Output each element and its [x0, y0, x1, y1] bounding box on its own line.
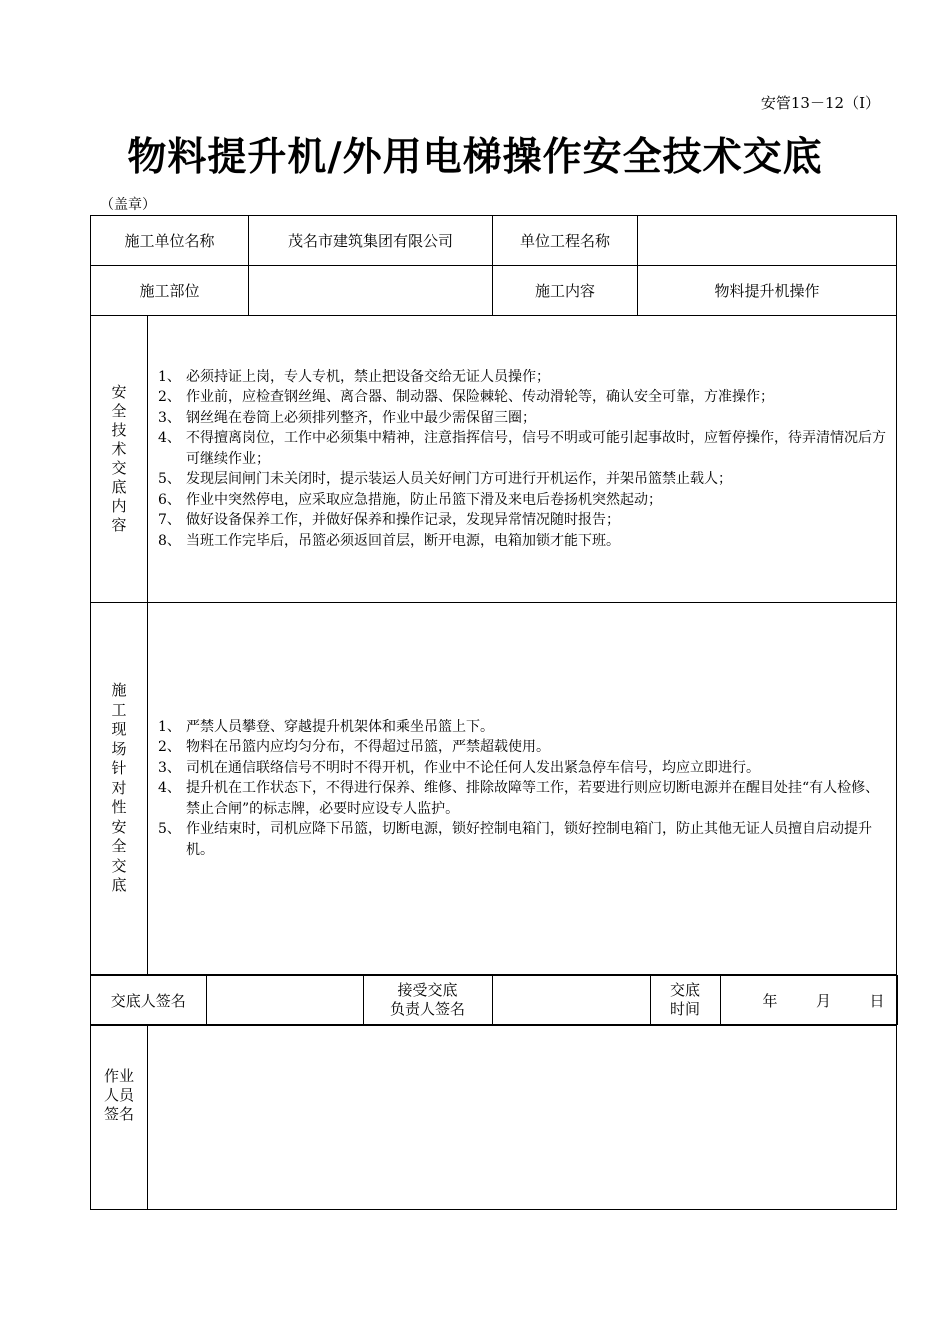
item-number: 6、 [158, 491, 181, 508]
item-number: 8、 [158, 532, 181, 549]
item-text: 必须持证上岗，专人专机，禁止把设备交给无证人员操作； [186, 368, 550, 385]
item-text: 作业前，应检查钢丝绳、离合器、制动器、保险棘轮、传动滑轮等，确认安全可靠，方准操作； [186, 389, 774, 406]
item-text: 提升机在工作状态下，不得进行保养、维修、排除故障等工作，若要进行则应切断电源并在醒目处挂“有人检修、禁止合闸”的标志牌，必要时应设专人监护。 [186, 780, 880, 817]
item-text: 做好设备保养工作，并做好保养和操作记录，发现异常情况随时报告； [186, 512, 620, 529]
part-label: 施工部位 [91, 266, 249, 316]
page-title: 物料提升机/外用电梯操作安全技术交底 [127, 135, 823, 180]
item-text: 当班工作完毕后，吊篮必须返回首层，断开电源，电箱加锁才能下班。 [186, 532, 620, 549]
receiver-signature-field[interactable] [492, 976, 650, 1025]
site-section-label [91, 603, 148, 975]
list-item [158, 510, 886, 531]
time-label-line2: 时间 [669, 1000, 700, 1018]
project-value[interactable] [638, 216, 897, 266]
safety-label-text: 安全技术交底内容 [111, 383, 127, 534]
stamp-label: （盖章） [100, 197, 156, 213]
item-text: 钢丝绳在卷筒上必须排列整齐，作业中最少需保留三圈； [186, 409, 536, 426]
list-item [158, 469, 886, 490]
signature-table [91, 975, 898, 1025]
list-item [158, 408, 886, 429]
item-number: 5、 [158, 821, 181, 838]
day-label: 日 [869, 991, 885, 1010]
item-number: 5、 [158, 471, 181, 488]
receiver-label [363, 976, 492, 1025]
item-number: 2、 [158, 389, 181, 406]
item-number: 1、 [158, 368, 181, 385]
item-number: 7、 [158, 512, 181, 529]
giver-label: 交底人签名 [91, 976, 206, 1025]
site-section-content [148, 603, 897, 975]
time-label-line1: 交底 [669, 981, 700, 999]
giver-signature-field[interactable] [206, 976, 363, 1025]
list-item [158, 758, 886, 779]
receiver-label-line2: 负责人签名 [389, 1000, 465, 1018]
item-text: 作业结束时，司机应降下吊篮，切断电源，锁好控制电箱门，锁好控制电箱门，防止其他无证人员擅自启动提升机。 [186, 821, 872, 858]
item-text: 物料在吊篮内应均匀分布，不得超过吊篮，严禁超载使用。 [186, 739, 550, 756]
project-label: 单位工程名称 [493, 216, 638, 266]
row-safety [91, 316, 897, 603]
safety-section-content [148, 316, 897, 603]
item-number: 2、 [158, 739, 181, 756]
workers-label [91, 1026, 148, 1210]
row-site [91, 603, 897, 975]
list-item [158, 367, 886, 388]
list-item [158, 737, 886, 758]
year-label: 年 [762, 991, 778, 1010]
receiver-label-line1: 接受交底 [397, 981, 458, 999]
item-text: 发现层间闸门未关闭时，提示装运人员关好闸门方可进行开机运作，并架吊篮禁止载人； [186, 471, 732, 488]
workers-signature-field[interactable] [148, 1026, 897, 1210]
workers-label-line3: 签名 [103, 1105, 134, 1123]
content-value[interactable]: 物料提升机操作 [638, 266, 897, 316]
item-number: 3、 [158, 759, 181, 776]
list-item [158, 490, 886, 511]
unit-value[interactable]: 茂名市建筑集团有限公司 [249, 216, 493, 266]
site-list [158, 717, 886, 861]
row-unit [91, 216, 897, 266]
safety-section-label [91, 316, 148, 603]
signature-cell [91, 975, 897, 1026]
item-text: 作业中突然停电，应采取应急措施，防止吊篮下滑及来电后卷扬机突然起动； [186, 491, 662, 508]
row-workers [91, 1026, 897, 1210]
content-label: 施工内容 [493, 266, 638, 316]
workers-label-line1: 作业 [103, 1067, 134, 1085]
list-item [158, 531, 886, 552]
item-number: 1、 [158, 718, 181, 735]
list-item [158, 778, 886, 819]
time-label [650, 976, 720, 1025]
item-text: 严禁人员攀登、穿越提升机架体和乘坐吊篮上下。 [186, 718, 494, 735]
item-number: 4、 [158, 430, 181, 447]
site-label-text: 施工现场针对性安全交底 [111, 681, 127, 895]
item-text: 司机在通信联络信号不明时不得开机，作业中不论任何人发出紧急停车信号，均应立即进行。 [186, 759, 760, 776]
part-value[interactable] [249, 266, 493, 316]
unit-label: 施工单位名称 [91, 216, 249, 266]
list-item [158, 428, 886, 469]
workers-label-line2: 人员 [103, 1086, 134, 1104]
item-number: 3、 [158, 409, 181, 426]
list-item [158, 819, 886, 860]
date-field[interactable] [720, 976, 897, 1025]
list-item [158, 717, 886, 738]
disclosure-form-table [90, 215, 897, 1210]
row-signature [91, 975, 897, 1026]
list-item [158, 387, 886, 408]
document-code: 安管13－12（Ⅰ） [760, 94, 880, 112]
safety-list [158, 367, 886, 552]
item-number: 4、 [158, 780, 181, 797]
row-part [91, 266, 897, 316]
item-text: 不得擅离岗位，工作中必须集中精神，注意指挥信号，信号不明或可能引起事故时，应暂停操作，待弄清情况后方可继续作业； [186, 430, 886, 467]
month-label: 月 [815, 991, 831, 1010]
